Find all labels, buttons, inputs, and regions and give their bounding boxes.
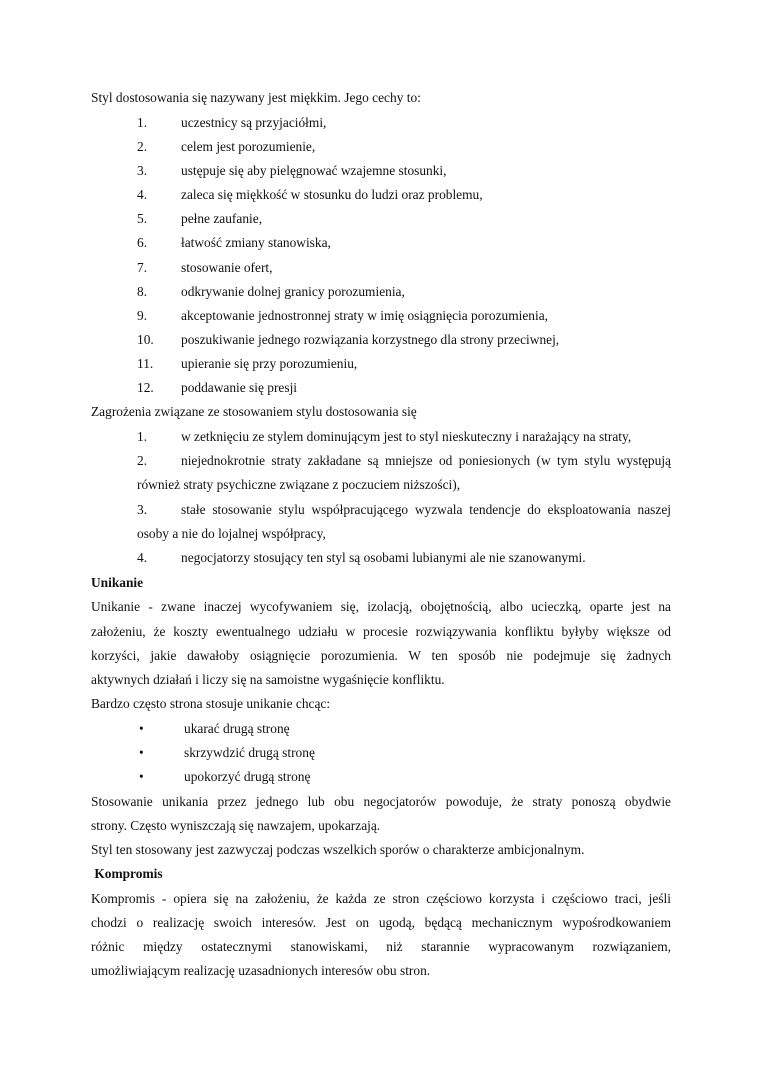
paragraph-line: różnic między ostatecznymi stanowiskami, niż starannie wypracowanym rozwiązaniem, bbox=[91, 939, 671, 954]
list-text: skrzywdzić drugą stronę bbox=[184, 745, 315, 760]
list-number: 5. bbox=[137, 211, 148, 226]
paragraph-line: założeniu, że koszty ewentualnego udziału w procesie rozwiązywania konfliktu byłyby większe od bbox=[91, 624, 671, 639]
bullet-icon: • bbox=[139, 769, 144, 784]
list-text: uczestnicy są przyjaciółmi, bbox=[181, 115, 327, 130]
list-number: 1. bbox=[137, 429, 148, 444]
paragraph-line: chodzi o realizację swoich interesów. Jest on ugodą, będącą mechanicznym wypośrodkowaniem bbox=[91, 915, 671, 930]
list-number: 4. bbox=[137, 187, 148, 202]
paragraph-line: korzyści, jakie dawałoby osiągnięcie porozumienia. W ten sposób nie podejmuje się żadnych bbox=[91, 648, 671, 663]
paragraph-line: strony. Często wyniszczają się nawzajem, upokarzają. bbox=[91, 818, 381, 833]
intro-text: Styl dostosowania się nazywany jest miękkim. Jego cechy to: bbox=[91, 90, 421, 105]
paragraph-line: aktywnych działań i liczy się na samoistne wygaśnięcie konfliktu. bbox=[91, 672, 445, 687]
bullet-icon: • bbox=[139, 721, 144, 736]
list-number: 10. bbox=[137, 332, 154, 347]
bullet-icon: • bbox=[139, 745, 144, 760]
paragraph-line: Kompromis - opiera się na założeniu, że każda ze stron częściowo korzysta i częściowo traci, jeśli bbox=[91, 891, 671, 906]
list-text: stosowanie ofert, bbox=[181, 260, 273, 275]
list-text-continued: również straty psychiczne związane z poczuciem niższości), bbox=[137, 477, 461, 492]
list-text: w zetknięciu ze stylem dominującym jest to styl nieskuteczny i narażający na straty, bbox=[181, 429, 632, 444]
section-heading-unikanie: Unikanie bbox=[91, 575, 144, 590]
paragraph-usage: Styl ten stosowany jest zazwyczaj podczas wszelkich sporów o charakterze ambicjonalnym. bbox=[91, 842, 585, 857]
paragraph-line: Stosowanie unikania przez jednego lub obu negocjatorów powoduje, że straty ponoszą obydwie bbox=[91, 794, 671, 809]
paragraph-line: umożliwiającym realizację uzasadnionych interesów obu stron. bbox=[91, 963, 431, 978]
list-text: zaleca się miękkość w stosunku do ludzi oraz problemu, bbox=[181, 187, 483, 202]
paragraph-line: Unikanie - zwane inaczej wycofywaniem się, izolacją, obojętnością, albo ucieczką, oparte jest na bbox=[91, 599, 671, 614]
list-number: 2. bbox=[137, 453, 148, 468]
list-text: niejednokrotnie straty zakładane są mniejsze od poniesionych (w tym stylu występują bbox=[181, 453, 671, 468]
list-text-continued: osoby a nie do lojalnej współpracy, bbox=[137, 526, 326, 541]
list-number: 6. bbox=[137, 235, 148, 250]
list-text: pełne zaufanie, bbox=[181, 211, 263, 226]
list-text: ukarać drugą stronę bbox=[184, 721, 290, 736]
list-text: łatwość zmiany stanowiska, bbox=[181, 235, 331, 250]
list-number: 4. bbox=[137, 550, 148, 565]
list-number: 8. bbox=[137, 284, 148, 299]
list-number: 2. bbox=[137, 139, 148, 154]
list-text: akceptowanie jednostronnej straty w imię osiągnięcia porozumienia, bbox=[181, 308, 549, 323]
list-text: ustępuje się aby pielęgnować wzajemne stosunki, bbox=[181, 163, 447, 178]
list-number: 3. bbox=[137, 163, 148, 178]
threats-intro: Zagrożenia związane ze stosowaniem stylu dostosowania się bbox=[91, 404, 417, 419]
list-text: upieranie się przy porozumieniu, bbox=[181, 356, 358, 371]
list-text: celem jest porozumienie, bbox=[181, 139, 316, 154]
list-text: poddawanie się presji bbox=[181, 380, 298, 395]
list-text: stałe stosowanie stylu współpracującego wyzwala tendencje do eksploatowania naszej bbox=[181, 502, 671, 517]
list-text: upokorzyć drugą stronę bbox=[184, 769, 311, 784]
list-text: odkrywanie dolnej granicy porozumienia, bbox=[181, 284, 405, 299]
list-number: 1. bbox=[137, 115, 148, 130]
list-number: 3. bbox=[137, 502, 148, 517]
list-text: negocjatorzy stosujący ten styl są osobami lubianymi ale nie szanowanymi. bbox=[181, 550, 586, 565]
list-number: 7. bbox=[137, 260, 148, 275]
list-text: poszukiwanie jednego rozwiązania korzystnego dla strony przeciwnej, bbox=[181, 332, 560, 347]
list-number: 11. bbox=[137, 356, 154, 371]
list-number: 12. bbox=[137, 380, 154, 395]
section-heading-kompromis: Kompromis bbox=[91, 866, 163, 881]
list-number: 9. bbox=[137, 308, 148, 323]
bullets-intro: Bardzo często strona stosuje unikanie chcąc: bbox=[91, 696, 331, 711]
